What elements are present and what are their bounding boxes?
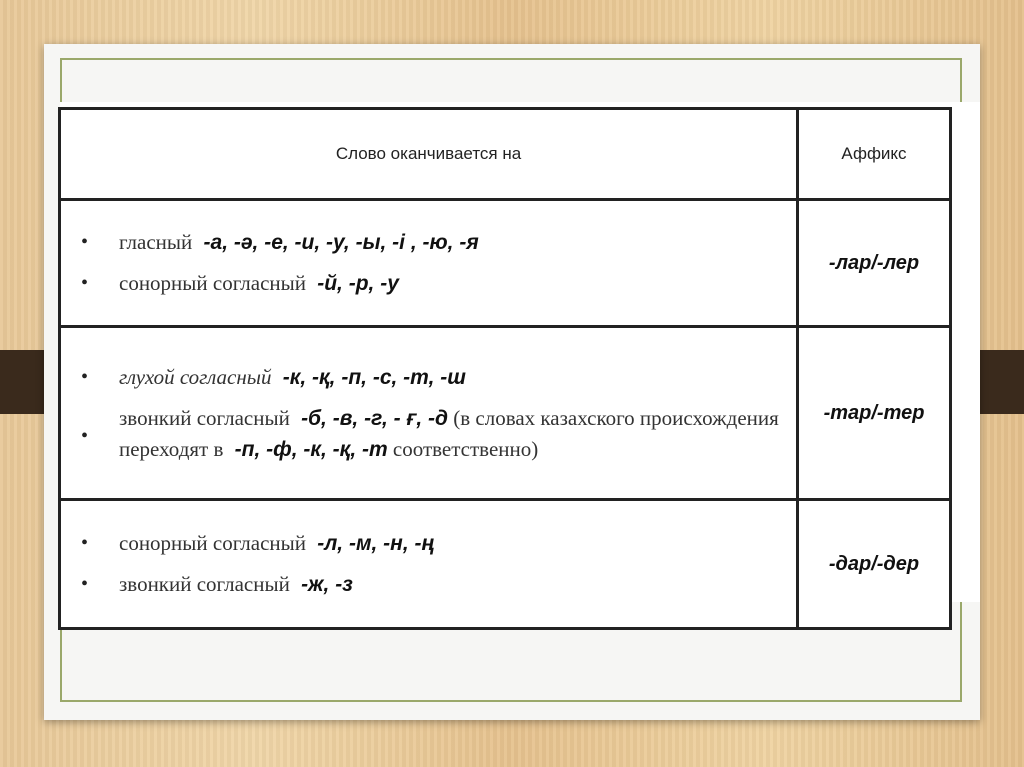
rules-cell <box>60 500 798 629</box>
rule-note: (в словах казахского происхождения переходят в <box>119 405 779 461</box>
rule-label: глухой согласный <box>119 364 272 389</box>
rule-label: сонорный согласный <box>119 531 306 555</box>
header-word-ending: Слово оканчивается на <box>60 109 798 200</box>
bullet-icon: • <box>81 532 89 554</box>
rules-cell <box>60 327 798 500</box>
rule-item <box>75 403 782 465</box>
rule-suffixes: -к, -қ, -п, -с, -т, -ш <box>282 365 466 389</box>
affix-value: -тар/-тер <box>823 401 925 424</box>
rule-suffixes: -ж, -з <box>301 573 353 596</box>
decorative-band-right <box>978 350 1024 414</box>
rule-item <box>75 569 782 600</box>
table-header-row <box>60 109 951 200</box>
rule-suffixes: -а, -ә, -е, -и, -у, -ы, -і , -ю, -я <box>203 231 479 254</box>
rule-item <box>75 227 782 258</box>
rule-suffixes: -й, -р, -у <box>317 272 399 295</box>
bullet-icon: • <box>81 272 89 294</box>
rule-suffixes-transition: -п, -ф, -к, -қ, -т <box>234 437 388 461</box>
rule-item <box>75 528 782 559</box>
rule-note-end: соответственно) <box>392 436 539 461</box>
rule-label: звонкий согласный <box>119 405 290 430</box>
affix-table <box>58 107 952 630</box>
table-row <box>60 200 951 327</box>
decorative-band-left <box>0 350 46 414</box>
rule-item <box>75 362 782 393</box>
bullet-icon: • <box>81 365 89 388</box>
rules-cell <box>60 200 798 327</box>
rule-item <box>75 268 782 299</box>
affix-cell <box>798 500 951 629</box>
bullet-icon: • <box>81 231 89 253</box>
rule-label: гласный <box>119 230 193 254</box>
bullet-icon: • <box>81 424 89 447</box>
affix-cell <box>798 200 951 327</box>
affix-value: -лар/-лер <box>828 251 920 274</box>
rule-label: звонкий согласный <box>119 572 290 596</box>
rule-suffixes: -б, -в, -г, - ғ, -д <box>301 406 448 430</box>
rule-suffixes: -л, -м, -н, -ң <box>317 532 435 555</box>
rule-label: сонорный согласный <box>119 271 306 295</box>
header-affix: Аффикс <box>798 109 951 200</box>
table-row <box>60 500 951 629</box>
table-row <box>60 327 951 500</box>
affix-cell <box>798 327 951 500</box>
affix-value: -дар/-дер <box>828 552 920 575</box>
bullet-icon: • <box>81 573 89 595</box>
